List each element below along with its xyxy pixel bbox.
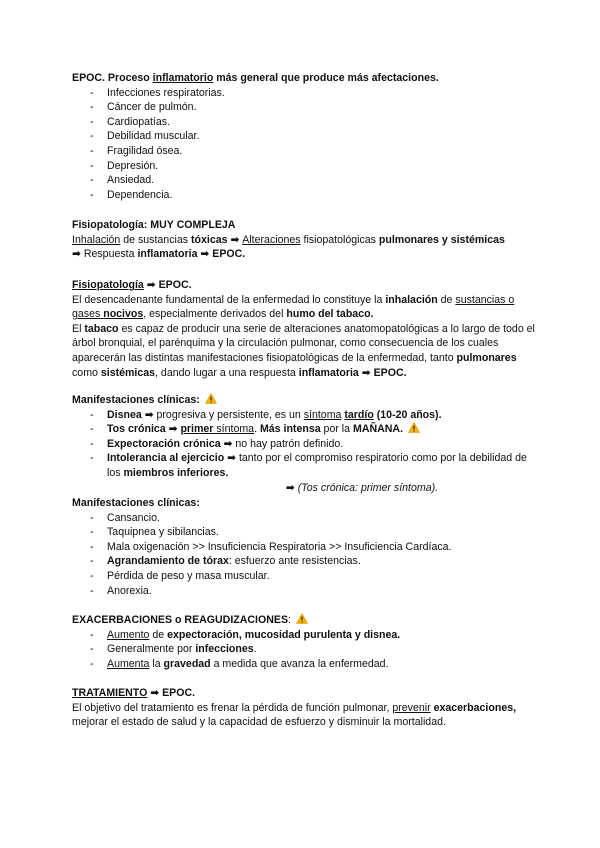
section-manifestaciones-2 bbox=[72, 496, 542, 598]
text-bold: expectoración, mucosidad purulenta y disnea. bbox=[167, 628, 401, 641]
text: mejorar el estado de salud y la capacidad de esfuerzo y disminuir la mortalidad. bbox=[72, 716, 446, 729]
text-bold: pulmonares y sistémicas bbox=[378, 233, 505, 246]
list-item: - Fragilidad ósea. bbox=[72, 144, 542, 159]
exacerbaciones-list bbox=[72, 628, 542, 672]
warning-icon bbox=[296, 613, 308, 624]
section-heading bbox=[72, 393, 542, 408]
arrow-icon: ➡ bbox=[141, 408, 157, 421]
list-item bbox=[72, 657, 542, 672]
list-item: - Dependencia. bbox=[72, 188, 542, 203]
heading-text: EPOC. Proceso bbox=[72, 72, 153, 84]
text: El objetivo del tratamiento es frenar la pérdida de función pulmonar, bbox=[72, 701, 393, 714]
arrow-icon: ➡ bbox=[72, 248, 81, 261]
text-bold: inflamatoria bbox=[137, 248, 198, 261]
list-item: - Cardiopatías. bbox=[72, 115, 542, 130]
manifestaciones-list bbox=[72, 408, 542, 481]
heading-underlined: inflamatorio bbox=[152, 72, 214, 84]
text: la bbox=[149, 657, 164, 670]
list-item: - Taquipnea y sibilancias. bbox=[72, 525, 542, 540]
text-bold: inflamatoria bbox=[298, 366, 359, 379]
text: El bbox=[72, 322, 85, 335]
list-item bbox=[72, 437, 542, 452]
text: como bbox=[72, 366, 101, 379]
afectaciones-list bbox=[72, 86, 542, 203]
text-bold: Tos crónica bbox=[107, 423, 166, 436]
text-bold: Expectoración crónica bbox=[107, 437, 221, 450]
list-item: - Debilidad muscular. bbox=[72, 129, 542, 144]
text-bold: infecciones bbox=[195, 643, 254, 656]
text-bold: Más intensa bbox=[259, 423, 321, 436]
list-item: - Anorexia. bbox=[72, 584, 542, 599]
arrow-icon: ➡ bbox=[227, 233, 243, 246]
section-heading: Fisiopatología: MUY COMPLEJA bbox=[72, 219, 236, 231]
section-heading bbox=[72, 686, 542, 701]
heading-text: : bbox=[288, 614, 291, 626]
text: de bbox=[149, 628, 168, 641]
heading-text: más general que produce más afectaciones. bbox=[213, 72, 439, 84]
list-item: - Infecciones respiratorias. bbox=[72, 86, 542, 101]
paragraph bbox=[72, 322, 542, 380]
paragraph bbox=[72, 293, 542, 322]
text-bold: sistémicas bbox=[100, 366, 156, 379]
text-bold: pulmonares bbox=[456, 351, 517, 364]
text-bold: gravedad bbox=[163, 657, 211, 670]
section-epoc-intro bbox=[72, 71, 542, 202]
heading-underlined: TRATAMIENTO bbox=[72, 687, 148, 699]
list-item bbox=[72, 628, 542, 643]
arrow-icon: ➡ bbox=[147, 687, 163, 699]
note bbox=[72, 481, 542, 496]
text-bold: tabaco bbox=[84, 322, 119, 335]
text-bold: Agrandamiento de tórax bbox=[107, 555, 229, 568]
text-bold-underlined: nocivos bbox=[103, 308, 144, 321]
list-item bbox=[72, 642, 542, 657]
text-bold: EPOC. bbox=[212, 248, 246, 261]
section-heading: Manifestaciones clínicas: bbox=[72, 497, 200, 509]
list-item: - Cansancio. bbox=[72, 511, 542, 526]
text: a medida que avanza la enfermedad. bbox=[210, 657, 389, 670]
list-item: - Mala oxigenación >> Insuficiencia Respiratoria >> Insuficiencia Cardíaca. bbox=[72, 540, 542, 555]
manifestaciones-list bbox=[72, 511, 542, 599]
text: de bbox=[437, 293, 456, 306]
text-bold: miembros inferiores. bbox=[123, 466, 229, 479]
text: El desencadenante fundamental de la enfermedad lo constituye la bbox=[72, 293, 386, 306]
warning-icon bbox=[408, 422, 420, 433]
section-exacerbaciones bbox=[72, 613, 542, 671]
list-item: - Ansiedad. bbox=[72, 173, 542, 188]
note-text: (Tos crónica: primer síntoma). bbox=[297, 481, 439, 494]
text-bold-underlined: tardío bbox=[344, 408, 374, 421]
text: . bbox=[253, 643, 257, 656]
text: : esfuerzo ante resistencias. bbox=[228, 555, 361, 568]
paragraph bbox=[72, 247, 542, 262]
text-bold: Disnea bbox=[107, 408, 142, 421]
text-bold: inhalación bbox=[385, 293, 438, 306]
section-heading bbox=[72, 613, 542, 628]
arrow-icon: ➡ bbox=[285, 481, 298, 494]
list-item bbox=[72, 451, 542, 480]
text: de sustancias bbox=[120, 233, 191, 246]
text: Respuesta bbox=[80, 248, 138, 261]
text-underlined: síntoma bbox=[303, 408, 342, 421]
paragraph bbox=[72, 233, 542, 248]
text-bold: EPOC. bbox=[373, 366, 407, 379]
text: progresiva y persistente, es un bbox=[156, 408, 304, 421]
section-manifestaciones-1 bbox=[72, 393, 542, 495]
arrow-icon: ➡ bbox=[143, 279, 159, 291]
text-bold-underlined: primer bbox=[180, 423, 214, 436]
heading-text: EPOC. bbox=[158, 279, 192, 291]
text-bold: Intolerancia al ejercicio bbox=[107, 452, 225, 465]
list-item: - Cáncer de pulmón. bbox=[72, 100, 542, 115]
arrow-icon: ➡ bbox=[224, 452, 239, 465]
heading-text: EXACERBACIONES o REAGUDIZACIONES bbox=[72, 614, 289, 626]
text: fisiopatológicas bbox=[300, 233, 379, 246]
text-underlined: Alteraciones bbox=[242, 233, 301, 246]
section-tratamiento bbox=[72, 686, 542, 730]
text-bold: MAÑANA. bbox=[353, 423, 404, 436]
text-bold: humo del tabaco. bbox=[286, 308, 374, 321]
arrow-icon: ➡ bbox=[165, 423, 181, 436]
text-underlined: prevenir bbox=[392, 701, 431, 714]
text-bold: (10-20 años). bbox=[373, 408, 442, 421]
list-item bbox=[72, 408, 542, 423]
text: no hay patrón definido. bbox=[235, 437, 344, 450]
section-heading bbox=[72, 71, 542, 86]
list-item bbox=[72, 422, 542, 437]
text: por la bbox=[320, 423, 353, 436]
text-underlined: síntoma bbox=[213, 423, 255, 436]
text-bold: exacerbaciones, bbox=[433, 701, 517, 714]
section-fisiopatologia-epoc bbox=[72, 278, 542, 380]
arrow-icon: ➡ bbox=[197, 248, 213, 261]
heading-text: Manifestaciones clínicas: bbox=[72, 394, 200, 406]
text: tanto por el compromiso respiratorio como por la debilidad de los bbox=[107, 452, 527, 479]
list-item: - Pérdida de peso y masa muscular. bbox=[72, 569, 542, 584]
heading-underlined: Fisiopatología bbox=[72, 279, 144, 291]
arrow-icon: ➡ bbox=[220, 437, 236, 450]
text-underlined: Inhalación bbox=[72, 233, 121, 246]
text-bold: tóxicas bbox=[190, 233, 228, 246]
warning-icon bbox=[205, 393, 217, 404]
text: , especialmente derivados del bbox=[143, 308, 287, 321]
text-underlined: Aumenta bbox=[107, 657, 150, 670]
text: es capaz de producir una serie de alteraciones anatomopatológicas a lo largo de todo el árbol bronquial, el parénquima y la circulación pulmonar, como consecuencia de los cuales aparecerán las distintas manifestaciones fisiopatológicas de la enfermedad, tanto bbox=[72, 322, 535, 364]
paragraph bbox=[72, 701, 542, 730]
heading-text: EPOC. bbox=[162, 687, 196, 699]
text-underlined: sustancias o gases bbox=[72, 293, 515, 321]
section-fisiopatologia-compleja bbox=[72, 218, 542, 262]
section-heading bbox=[72, 278, 542, 293]
text: . bbox=[254, 423, 260, 436]
text: Generalmente por bbox=[107, 643, 196, 656]
arrow-icon: ➡ bbox=[358, 366, 374, 379]
list-item: - Depresión. bbox=[72, 159, 542, 174]
list-item bbox=[72, 554, 542, 569]
text-underlined: Aumento bbox=[107, 628, 150, 641]
text: , dando lugar a una respuesta bbox=[155, 366, 299, 379]
